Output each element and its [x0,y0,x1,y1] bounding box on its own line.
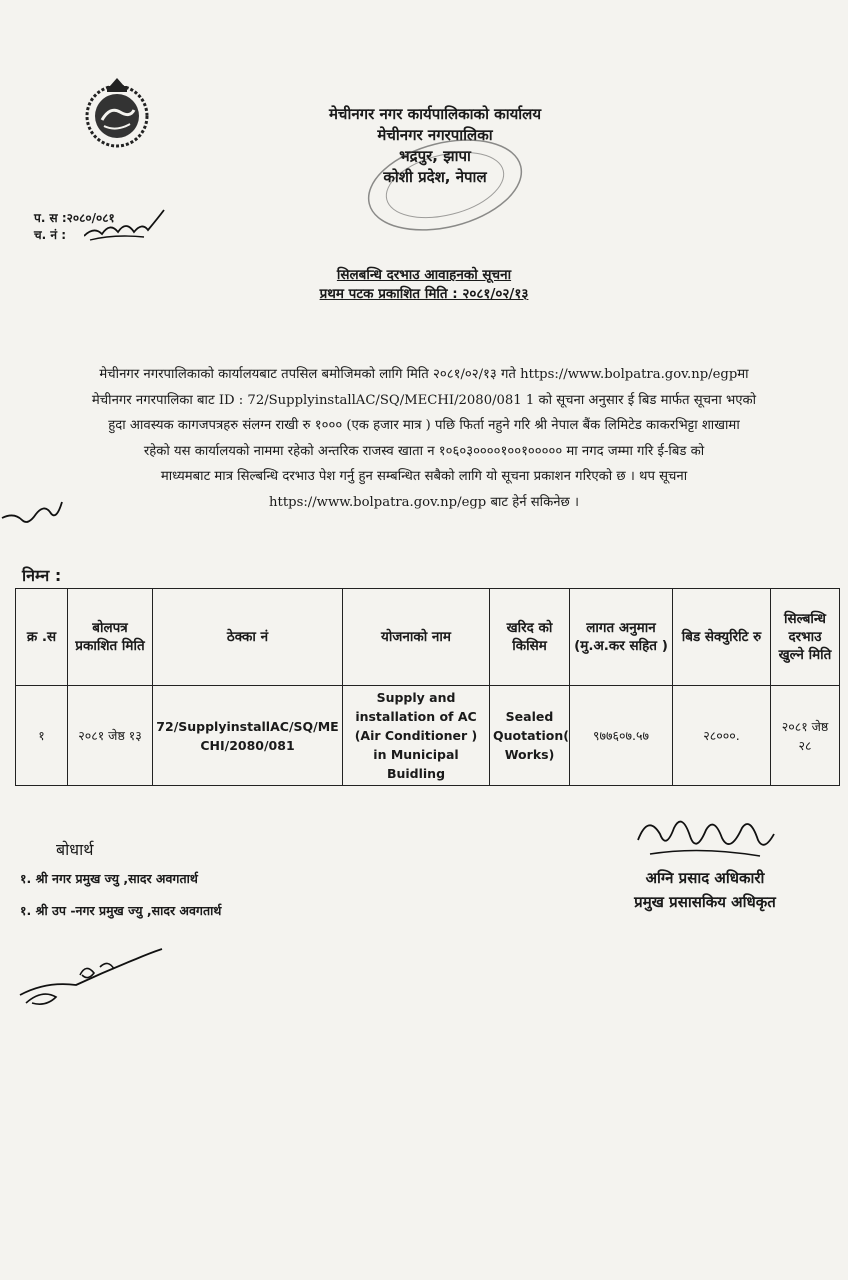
header-serial: क्र .स [16,589,68,686]
body-line: मेचीनगर नगरपालिकाको कार्यालयबाट तपसिल बमोजिमको लागि मिति २०८१/०२/१३ गते https://www.bolpatra.gov.np/egpमा [99,367,749,382]
cell-published-date: २०८१ जेष्ठ १३ [68,686,153,786]
officer-signature-icon [630,810,780,868]
office-title: मेचीनगर नगर कार्यपालिकाको कार्यालय [328,105,542,123]
header-estimate: लागत अनुमान (मु.अ.कर सहित ) [570,589,673,686]
province-name: कोशी प्रदेश, नेपाल [383,168,487,186]
header-bid-security: बिड सेक्युरिटि रु [673,589,771,686]
header-project-name: योजनाको नाम [343,589,490,686]
table-header-row [16,589,840,686]
handwritten-dispatch-number-icon [84,204,174,244]
cell-bid-security: २८०००. [673,686,771,786]
cell-opening-date: २०८१ जेष्ठ २८ [771,686,840,786]
cc-recipient-deputy-mayor: १. श्री उप -नगर प्रमुख ज्यु ,सादर अवगतार्थ [20,903,222,918]
margin-initials-icon [0,492,70,532]
cell-method: Sealed Quotation( Works) [490,686,570,786]
cell-contract-no: 72/SupplyinstallAC/SQ/MECHI/2080/081 [153,686,343,786]
officer-name: अग्नि प्रसाद अधिकारी [645,869,765,887]
cell-estimate: ९७७६०७.५७ [570,686,673,786]
body-line: मेचीनगर नगरपालिका बाट ID : 72/SupplyinstallAC/SQ/MECHI/2080/081 1 को सूचना अनुसार ई बिड मार्फत सूचना भएको [91,392,757,408]
first-published-date: प्रथम पटक प्रकाशित मिति : २०८१/०२/१३ [319,286,529,302]
cc-recipient-mayor: १. श्री नगर प्रमुख ज्यु ,सादर अवगतार्थ [20,871,198,886]
header-opening-date: सिल्बन्धि दरभाउ खुल्ने मिति [771,589,840,686]
body-line: https://www.bolpatra.gov.np/egp बाट हेर्न सकिनेछ । [269,494,579,510]
notice-title: सिलबन्धि दरभाउ आवाहनको सूचना [336,267,512,283]
header-published-date: बोलपत्र प्रकाशित मिति [68,589,153,686]
government-emblem-icon [80,76,154,150]
cell-project-name: Supply and installation of AC (Air Conditioner ) in Municipal Buidling [343,686,490,786]
handwritten-initials-icon [16,945,166,1015]
body-line: रहेको यस कार्यालयको नाममा रहेको अन्तरिक राजस्व खाता न १०६०३००००१००१००००० मा नगद जम्मा गरि ई-बिड को [143,443,705,459]
header-method: खरिद को किसिम [490,589,570,686]
notice-body [24,362,824,516]
signature-block [600,810,810,912]
bodhartha-label: बोधार्थ [56,840,94,859]
body-line: माध्यमबाट मात्र सिल्बन्धि दरभाउ पेश गर्नु हुन सम्बन्धित सबैको लागि यो सूचना प्रकाशन गरिएको छ । थप सूचना [160,469,688,485]
dispatch-number-label: च. नं : [34,228,66,242]
table-row [16,686,840,786]
table-label: निम्न : [22,566,62,585]
letter-number: प. स :२०८०/०८१ [34,211,115,225]
header-contract-no: ठेक्का नं [153,589,343,686]
municipality-name: मेचीनगर नगरपालिका [377,126,493,144]
officer-title: प्रमुख प्रसासकिय अधिकृत [634,893,776,911]
bid-table [15,588,840,786]
body-line: हुदा आवस्यक कागजपत्रहरु संलग्न राखी रु १००० (एक हजार मात्र ) पछि फिर्ता नहुने गरि श्री नेपाल बैंक लिमिटेड काकरभिट्टा शाखामा [108,418,740,434]
cell-serial: १ [16,686,68,786]
office-stamp-icon [360,130,530,240]
office-location: भद्रपुर, झापा [399,147,471,165]
